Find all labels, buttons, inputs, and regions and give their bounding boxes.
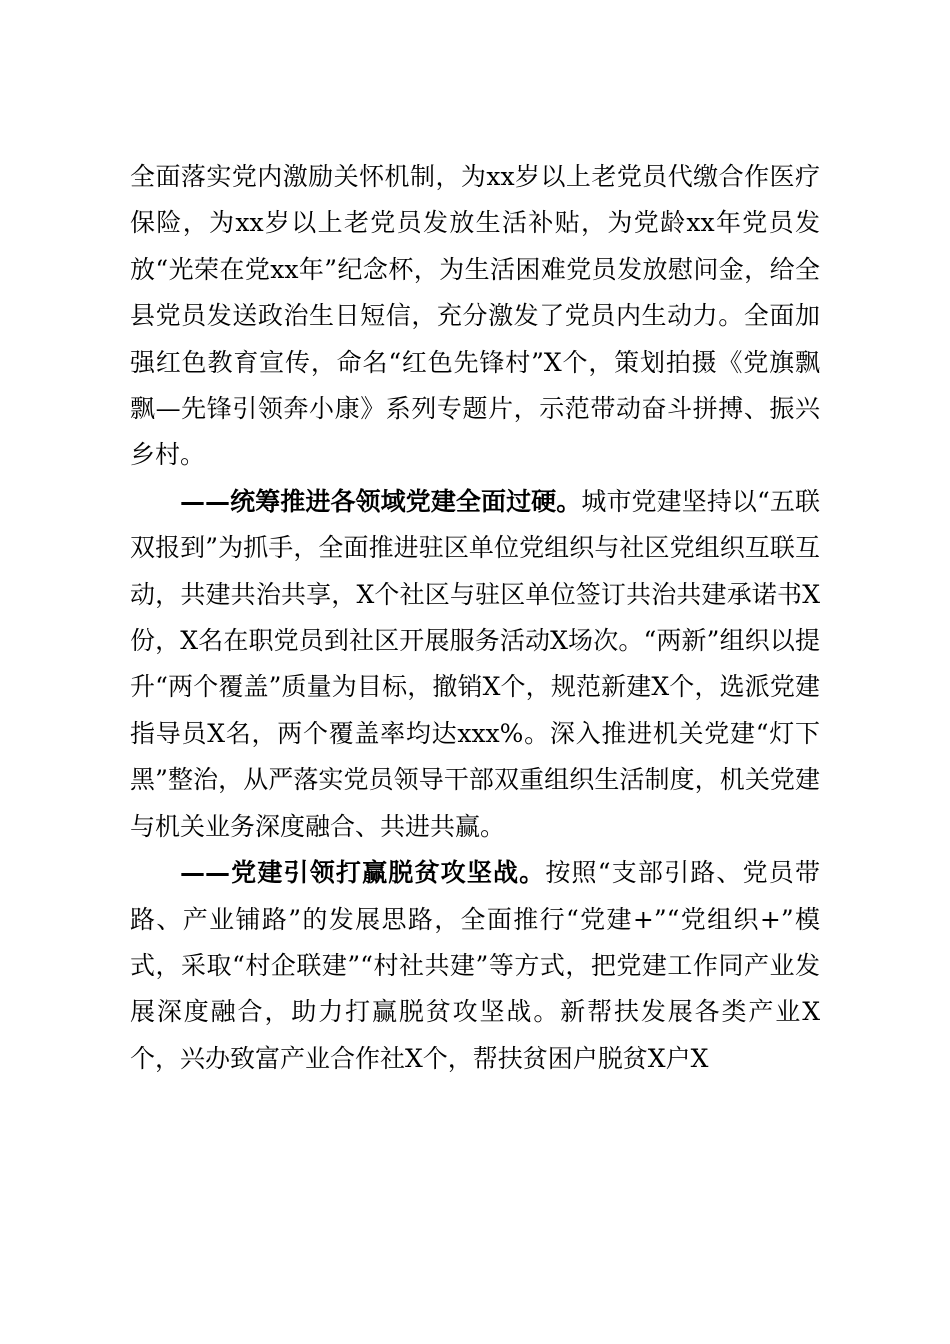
paragraph-2-text: 城市党建坚持以“五联双报到”为抓手，全面推进驻区单位党组织与社区党组织互联互动，共建共治共享，X个社区与驻区单位签订共治共建承诺书X份，X名在职党员到社区开展服务活动X场次。“两新”组织以提升“两个覆盖”质量为目标，撤销X个，规范新建X个，选派党建指导员X名，两个覆盖率均达xxx%。深入推进机关党建“灯下黑”整治，从严落实党员领导干部双重组织生活制度，机关党建与机关业务深度融合、共进共赢。 bbox=[130, 486, 820, 841]
paragraph-1-text: 全面落实党内激励关怀机制，为xx岁以上老党员代缴合作医疗保险，为xx岁以上老党员发放生活补贴，为党龄xx年党员发放“光荣在党xx年”纪念杯，为生活困难党员发放慰问金，给全县党员发送政治生日短信，充分激发了党员内生动力。全面加强红色教育宣传，命名“红色先锋村”X个，策划拍摄《党旗飘飘—先锋引领奔小康》系列专题片，示范带动奋斗拼搏、振兴乡村。 bbox=[130, 162, 820, 470]
paragraph-1 bbox=[130, 154, 820, 479]
paragraph-3 bbox=[130, 850, 820, 1082]
paragraph-3-heading: ——党建引领打赢脱贫攻坚战。 bbox=[180, 858, 546, 888]
paragraph-3-text: 按照“支部引路、党员带路、产业铺路”的发展思路，全面推行“党建+”“党组织+”模式，采取“村企联建”“村社共建”等方式，把党建工作同产业发展深度融合，助力打赢脱贫攻坚战。新帮扶发展各类产业X个，兴办致富产业合作社X个，帮扶贫困户脱贫X户X bbox=[130, 858, 820, 1073]
document-body bbox=[130, 154, 820, 1082]
paragraph-2-heading: ——统筹推进各领域党建全面过硬。 bbox=[180, 486, 582, 516]
paragraph-2 bbox=[130, 479, 820, 850]
